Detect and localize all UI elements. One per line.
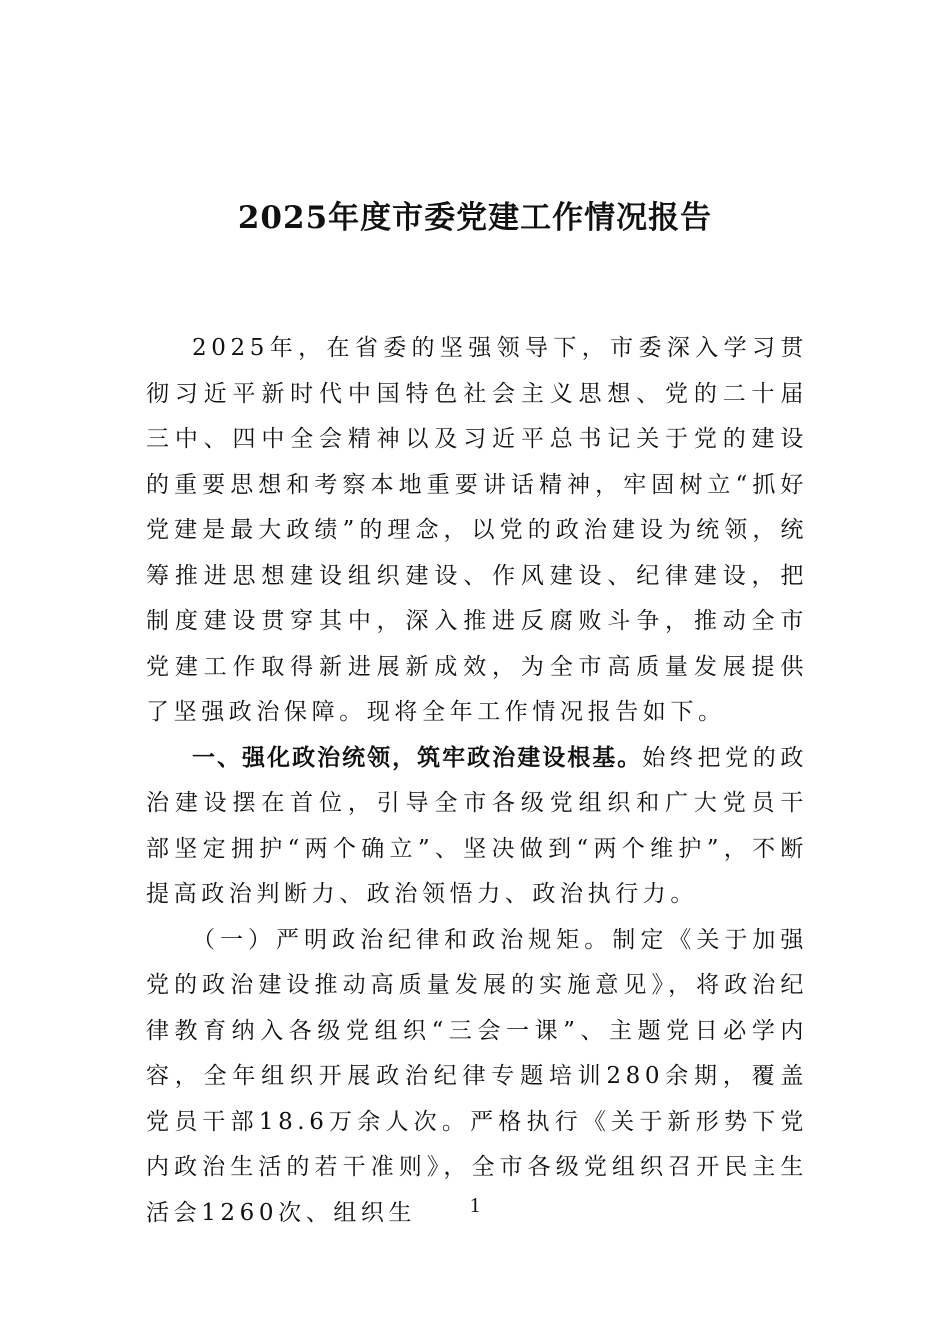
subsection-1-paragraph — [146, 918, 808, 1237]
document-body — [146, 326, 808, 1236]
section-1-paragraph — [146, 736, 808, 918]
section-1-text: 始终把党的政治建设摆在首位，引导全市各级党组织和广大党员干部坚定拥护“两个确立”、坚决做到“两个维护”，不断提高政治判断力、政治领悟力、政治执行力。 — [146, 744, 808, 907]
subsection-1-text: 制定《关于加强党的政治建设推动高质量发展的实施意见》，将政治纪律教育纳入各级党组织“三会一课”、主题党日必学内容，全年组织开展政治纪律专题培训280余期，覆盖党员干部18.6万余人次。严格执行《关于新形势下党内政治生活的若干准则》，全市各级党组织召开民主生活会1260次、组织生 — [146, 926, 809, 1226]
intro-paragraph: 2025年，在省委的坚强领导下，市委深入学习贯彻习近平新时代中国特色社会主义思想、党的二十届三中、四中全会精神以及习近平总书记关于党的建设的重要思想和考察本地重要讲话精神，牢固树立“抓好党建是最大政绩”的理念，以党的政治建设为统领，统筹推进思想建设组织建设、作风建设、纪律建设，把制度建设贯穿其中，深入推进反腐败斗争，推动全市党建工作取得新进展新成效，为全市高质量发展提供了坚强政治保障。现将全年工作情况报告如下。 — [146, 335, 808, 725]
section-1-heading: 一、强化政治统领，筑牢政治建设根基。 — [192, 744, 643, 771]
document-title: 2025年度市委党建工作情况报告 — [237, 200, 713, 236]
page-number: 1 — [469, 1193, 481, 1217]
subsection-1-heading: （一）严明政治纪律和政治规矩。 — [192, 926, 613, 953]
